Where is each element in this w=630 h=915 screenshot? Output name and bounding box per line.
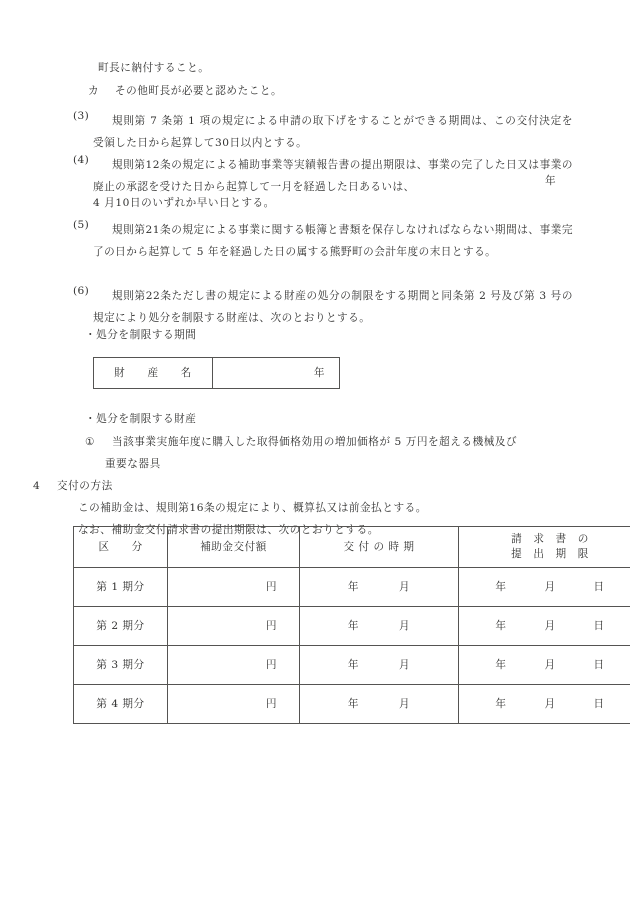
row-timing-month: 月 bbox=[399, 580, 411, 593]
clause-text-3: 規則第 7 条第 1 項の規定による申請の取下げをすることができる期間は、この交付決定を受領した日から起算して30日以内とする。 bbox=[93, 115, 573, 149]
row-deadline bbox=[459, 685, 630, 724]
row-kubun: 第 1 期分 bbox=[74, 568, 168, 607]
clause-4-second-line: 4 月10日のいずれか早い日とする。 bbox=[93, 197, 275, 209]
row-deadline bbox=[459, 646, 630, 685]
header-deadline-line1: 請 求 書 の bbox=[511, 533, 589, 545]
table-header-row bbox=[74, 527, 630, 568]
row-deadline bbox=[459, 568, 630, 607]
row-timing-year: 年 bbox=[347, 619, 359, 632]
continuation-line-cho-cho-nofu: 町長に納付すること。 bbox=[98, 62, 210, 74]
table-row bbox=[74, 685, 630, 724]
row-timing-year: 年 bbox=[347, 580, 359, 593]
clause-marker-3: (3) bbox=[73, 110, 90, 122]
property-name-header: 財 産 名 bbox=[94, 358, 213, 389]
clause-marker-6: (6) bbox=[73, 285, 90, 297]
header-amount: 補助金交付額 bbox=[168, 527, 300, 568]
row-deadline-day: 日 bbox=[593, 580, 605, 593]
row-timing-month: 月 bbox=[399, 658, 411, 671]
row-timing-year: 年 bbox=[347, 697, 359, 710]
row-deadline-year: 年 bbox=[495, 697, 507, 710]
row-deadline bbox=[459, 607, 630, 646]
row-timing bbox=[300, 607, 459, 646]
header-deadline-line2: 提 出 期 限 bbox=[511, 548, 589, 560]
list-item-ka-text: その他町長が必要と認めたこと。 bbox=[115, 85, 283, 97]
row-timing bbox=[300, 568, 459, 607]
clause-text-4: 規則第12条の規定による補助事業等実績報告書の提出期限は、事業の完了した日又は事業の廃止の承認を受けた日から起算して一月を経過した日あるいは、 bbox=[93, 159, 573, 193]
row-timing-month: 月 bbox=[399, 697, 411, 710]
section-4-paragraph-1: この補助金は、規則第16条の規定により、概算払又は前金払とする。 bbox=[78, 502, 427, 514]
row-deadline-month: 月 bbox=[544, 580, 556, 593]
clause-marker-5: (5) bbox=[73, 219, 90, 231]
clause-text-6: 規則第22条ただし書の規定による財産の処分の制限をする期間と同条第 2 号及び第 3 号の規定により処分を制限する財産は、次のとおりとする。 bbox=[93, 290, 573, 324]
row-deadline-year: 年 bbox=[495, 580, 507, 593]
header-kubun: 区 分 bbox=[74, 527, 168, 568]
payment-schedule-table bbox=[73, 526, 630, 724]
row-deadline-year: 年 bbox=[495, 658, 507, 671]
row-timing-month: 月 bbox=[399, 619, 411, 632]
row-amount: 円 bbox=[168, 646, 300, 685]
row-amount: 円 bbox=[168, 568, 300, 607]
table-row bbox=[94, 358, 340, 389]
row-kubun: 第 4 期分 bbox=[74, 685, 168, 724]
table-row bbox=[74, 568, 630, 607]
property-item-marker-1: ① bbox=[85, 436, 95, 448]
table-row bbox=[74, 607, 630, 646]
header-deadline bbox=[459, 527, 630, 568]
property-years-cell: 年 bbox=[213, 358, 340, 389]
row-amount: 円 bbox=[168, 607, 300, 646]
clause-text-5: 規則第21条の規定による事業に関する帳簿と書類を保存しなければならない期間は、事業完了の日から起算して 5 年を経過した日の属する熊野町の会計年度の末日とする。 bbox=[93, 224, 573, 258]
row-amount: 円 bbox=[168, 685, 300, 724]
row-kubun: 第 3 期分 bbox=[74, 646, 168, 685]
row-kubun: 第 2 期分 bbox=[74, 607, 168, 646]
property-item-text-1-line2: 重要な器具 bbox=[105, 458, 161, 470]
row-deadline-month: 月 bbox=[544, 697, 556, 710]
row-deadline-year: 年 bbox=[495, 619, 507, 632]
property-restriction-table bbox=[93, 357, 340, 389]
row-deadline-month: 月 bbox=[544, 658, 556, 671]
row-deadline-month: 月 bbox=[544, 619, 556, 632]
header-timing: 交 付 の 時 期 bbox=[300, 527, 459, 568]
bullet-restricted-property-heading: ・処分を制限する財産 bbox=[85, 413, 197, 425]
row-deadline-day: 日 bbox=[593, 619, 605, 632]
row-timing bbox=[300, 685, 459, 724]
section-number-4: 4 bbox=[33, 480, 41, 492]
section-title-4: 交付の方法 bbox=[57, 480, 113, 492]
row-timing-year: 年 bbox=[347, 658, 359, 671]
clause-marker-4: (4) bbox=[73, 154, 90, 166]
table-row bbox=[74, 646, 630, 685]
row-timing bbox=[300, 646, 459, 685]
property-item-text-1-line1: 当該事業実施年度に購入した取得価格効用の増加価格が 5 万円を超える機械及び bbox=[112, 436, 518, 448]
bullet-restriction-period-heading: ・処分を制限する期間 bbox=[85, 329, 197, 341]
list-marker-ka: カ bbox=[88, 85, 100, 97]
section-4-paragraph-2: なお、補助金交付請求書の提出期限は、次のとおりとする。 bbox=[78, 524, 379, 536]
clause-4-trailing-year: 年 bbox=[545, 175, 557, 187]
row-deadline-day: 日 bbox=[593, 697, 605, 710]
row-deadline-day: 日 bbox=[593, 658, 605, 671]
